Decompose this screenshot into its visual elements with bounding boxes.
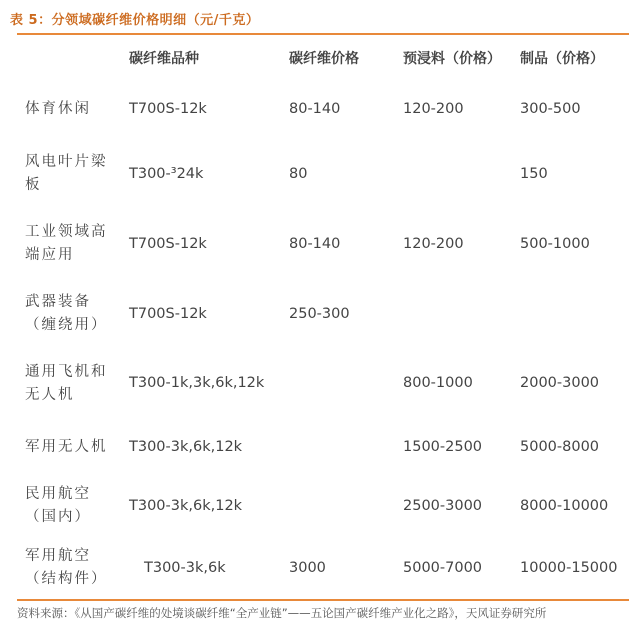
- row-fiber-price: 80-140: [289, 235, 341, 252]
- row-fiber-price: 3000: [289, 559, 326, 576]
- row-product-price: 500-1000: [520, 235, 590, 252]
- row-product-price: 5000-8000: [520, 438, 600, 455]
- row-domain: 武器装备（缠绕用）: [25, 294, 108, 333]
- row-fiber-type: T300-1k,3k,6k,12k: [129, 375, 265, 391]
- header-product-price: 制品（价格）: [520, 51, 604, 67]
- source-note: 资料来源：《从国产碳纤维的处境谈碳纤维“全产业链”——五论国产碳纤维产业化之路》，天风证券研究所: [17, 606, 547, 620]
- row-fiber-type: T300-³24k: [129, 165, 204, 182]
- row-prepreg-price: 5000-7000: [403, 559, 483, 576]
- row-fiber-type: T300-3k,6k,12k: [129, 438, 243, 455]
- row-fiber-price: [289, 419, 403, 475]
- row-fiber-type: T700S-12k: [129, 101, 207, 117]
- row-domain: 风电叶片梁板: [25, 154, 108, 193]
- row-domain: 工业领域高端应用: [25, 224, 108, 263]
- row-product-price: 2000-3000: [520, 375, 600, 391]
- row-domain: 军用无人机: [25, 438, 108, 455]
- row-fiber-price: [289, 475, 403, 537]
- table-row: [17, 79, 629, 140]
- header-fiber-price: 碳纤维价格: [289, 51, 359, 67]
- header-fiber-type: 碳纤维品种: [129, 51, 199, 67]
- row-fiber-price: 80-140: [289, 101, 341, 117]
- row-prepreg-price: [403, 280, 520, 348]
- table-title: 表 5：分领域碳纤维价格明细（元/千克）: [10, 13, 260, 28]
- row-product-price: 150: [520, 165, 548, 182]
- header-row: [17, 35, 629, 79]
- table-row: [17, 140, 629, 208]
- row-domain: 通用飞机和无人机: [25, 363, 108, 403]
- row-product-price: 10000-15000: [520, 559, 618, 576]
- bottom-divider: [17, 599, 629, 601]
- table-row: [17, 419, 629, 475]
- table-row: [17, 475, 629, 537]
- row-product-price: 8000-10000: [520, 497, 609, 514]
- row-product-price: 300-500: [520, 101, 581, 117]
- row-prepreg-price: 120-200: [403, 235, 464, 252]
- row-product-price: [520, 280, 629, 348]
- row-fiber-type: T300-3k,6k,12k: [129, 497, 243, 514]
- row-fiber-price: 250-300: [289, 305, 350, 322]
- table-row: [17, 537, 629, 599]
- table-row: [17, 280, 629, 348]
- header-domain: [17, 35, 129, 79]
- row-fiber-type: T300-3k,6k: [144, 559, 226, 576]
- row-fiber-type: T700S-12k: [129, 235, 207, 252]
- row-prepreg-price: 120-200: [403, 101, 464, 117]
- row-fiber-type: T700S-12k: [129, 305, 207, 322]
- row-domain: 民用航空（国内）: [25, 486, 91, 525]
- row-prepreg-price: 1500-2500: [403, 438, 483, 455]
- row-domain: 体育休闲: [25, 101, 91, 117]
- table-row: [17, 208, 629, 280]
- row-domain: 军用航空（结构件）: [25, 548, 108, 587]
- row-prepreg-price: [403, 140, 520, 208]
- header-prepreg-price: 预浸料（价格）: [403, 51, 501, 67]
- row-prepreg-price: 2500-3000: [403, 497, 483, 514]
- row-fiber-price: 80: [289, 165, 308, 182]
- table-row: [17, 348, 629, 419]
- row-fiber-price: [289, 348, 403, 419]
- row-prepreg-price: 800-1000: [403, 375, 473, 391]
- price-table: [17, 35, 629, 599]
